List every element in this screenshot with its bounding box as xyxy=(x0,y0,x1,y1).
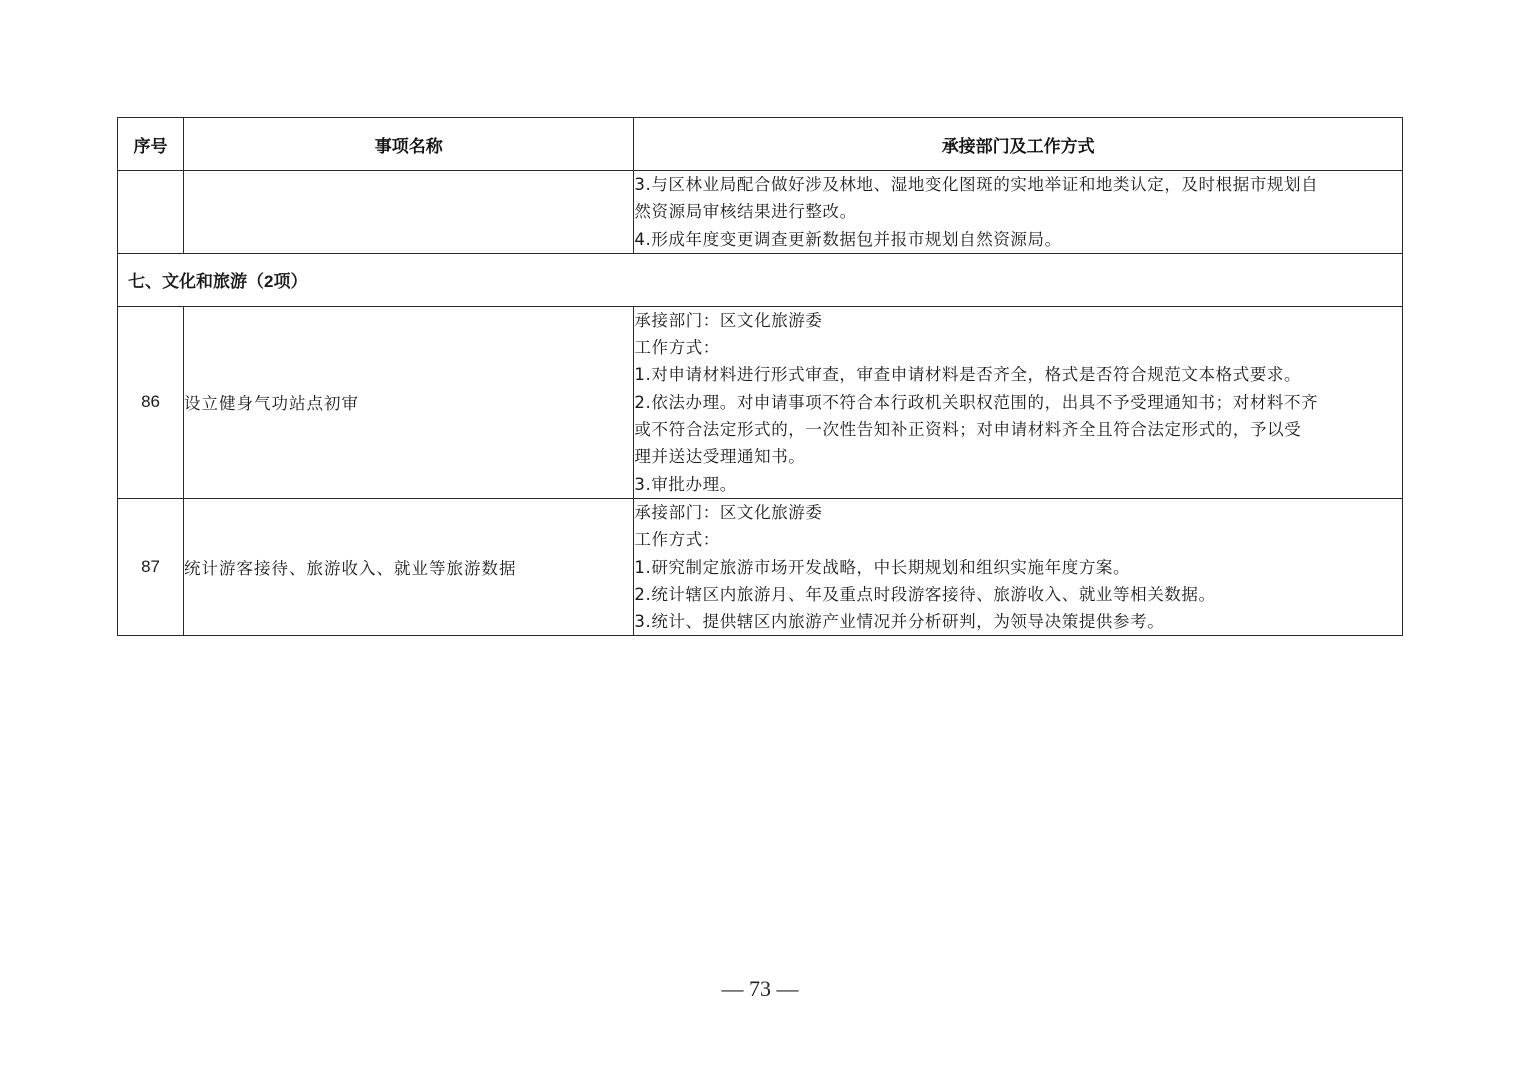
continuation-serial-cell xyxy=(118,171,184,254)
continuation-line: 3.与区林业局配合做好涉及林地、湿地变化图斑的实地举证和地类认定，及时根据市规划自 xyxy=(634,175,1319,194)
section-title: 七、文化和旅游（2项） xyxy=(118,253,1403,306)
dept-line: 1.研究制定旅游市场开发战略，中长期规划和组织实施年度方案。 xyxy=(634,557,1131,577)
header-item-name: 事项名称 xyxy=(184,118,634,171)
header-department-method: 承接部门及工作方式 xyxy=(634,118,1403,171)
dept-line: 工作方式： xyxy=(634,530,720,550)
dept-line: 承接部门：区文化旅游委 xyxy=(634,502,823,522)
row-dept-method-cell xyxy=(634,306,1403,498)
table-row xyxy=(118,498,1403,635)
row-dept-method-cell xyxy=(634,498,1403,635)
dept-line: 3.统计、提供辖区内旅游产业情况并分析研判，为领导决策提供参考。 xyxy=(634,612,1165,632)
dept-line: 2.统计辖区内旅游月、年及重点时段游客接待、旅游收入、就业等相关数据。 xyxy=(634,584,1216,604)
page-number: — 73 — xyxy=(721,976,799,1001)
continuation-line: 4.形成年度变更调查更新数据包并报市规划自然资源局。 xyxy=(634,229,1062,249)
table-header-row xyxy=(118,118,1403,171)
dept-line: 工作方式： xyxy=(634,338,720,358)
table-row-continuation xyxy=(118,171,1403,254)
items-table xyxy=(117,117,1403,636)
dept-line: 或不符合法定形式的，一次性告知补正资料；对申请材料齐全且符合法定形式的，予以受 xyxy=(634,420,1302,440)
row-item-name: 设立健身气功站点初审 xyxy=(184,306,634,498)
dept-line: 承接部门：区文化旅游委 xyxy=(634,310,823,330)
section-header-row xyxy=(118,253,1403,306)
continuation-name-cell xyxy=(184,171,634,254)
row-item-name: 统计游客接待、旅游收入、就业等旅游数据 xyxy=(184,498,634,635)
dept-line: 2.依法办理。对申请事项不符合本行政机关职权范围的，出具不予受理通知书；对材料不齐 xyxy=(634,392,1319,412)
continuation-dept-cell xyxy=(634,171,1403,254)
table-row xyxy=(118,306,1403,498)
continuation-line: 然资源局审核结果进行整改。 xyxy=(634,202,857,222)
row-serial-number: 86 xyxy=(118,306,184,498)
row-serial-number: 87 xyxy=(118,498,184,635)
dept-line: 1.对申请材料进行形式审查，审查申请材料是否齐全，格式是否符合规范文本格式要求。 xyxy=(634,365,1302,385)
dept-line: 3.审批办理。 xyxy=(634,474,737,494)
dept-line: 理并送达受理通知书。 xyxy=(634,447,806,467)
header-serial-number: 序号 xyxy=(118,118,184,171)
